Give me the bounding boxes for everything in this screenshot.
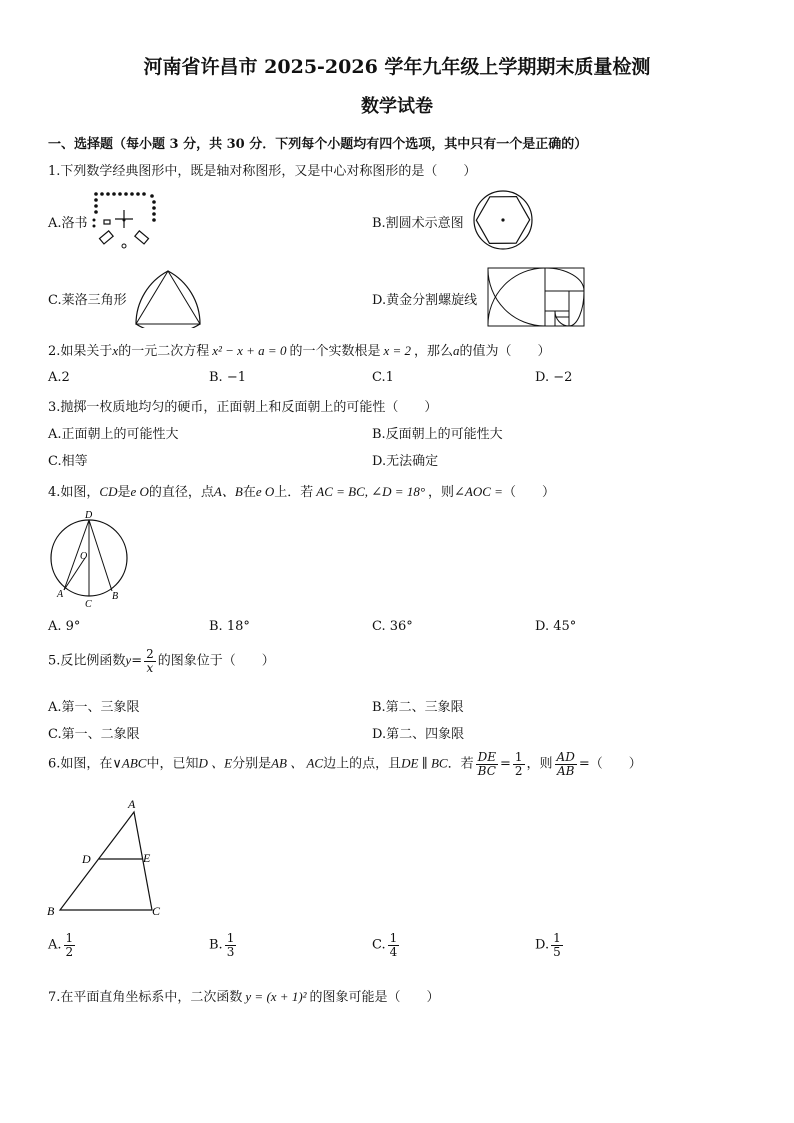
q2-text-4: ，那么: [414, 344, 454, 359]
q5-numerator: 2: [146, 647, 154, 661]
q6-text-3: 分别是: [232, 756, 272, 772]
q2-option-d: D. −2: [535, 370, 573, 385]
q2-text-5: 的值为（ ）: [459, 344, 551, 359]
q4-circle: e O: [130, 484, 149, 499]
q1-option-c: C.莱洛三角形: [48, 293, 127, 308]
q2-option-a: A.2: [48, 370, 70, 385]
q3-option-b: B.反面朝上的可能性大: [372, 427, 503, 442]
question-1-stem: 1.下列数学经典图形中，既是轴对称图形，又是中心对称图形的是（ ）: [48, 164, 477, 179]
q6-text-2: 中，已知: [146, 756, 199, 772]
q4-option-b: B. 18°: [209, 619, 250, 634]
q6-label-e: E: [143, 851, 151, 865]
q5-fraction: [144, 648, 156, 674]
q6-f1-den: BC: [477, 763, 496, 778]
q6-c-prefix: C.: [372, 937, 386, 953]
q6-text-6: ，则: [526, 756, 553, 772]
q2-text-3: 的一个实数根是: [289, 344, 381, 359]
q6-label-d: D: [82, 852, 91, 866]
q6-fraction-3: [555, 751, 577, 777]
q4-text-6: ，则: [428, 485, 455, 500]
q5-option-d: D.第二、四象限: [372, 727, 465, 742]
q4-option-a: A. 9°: [48, 619, 81, 634]
q4-text-2: 是: [117, 485, 131, 500]
question-7-stem: [48, 986, 440, 1005]
q1-option-b: B.割圆术示意图: [372, 216, 464, 231]
q6-option-a: [48, 932, 77, 958]
q6-a-num: 1: [65, 931, 74, 945]
q4-label-c: C: [85, 599, 92, 610]
q5-option-a: A.第一、三象限: [48, 700, 140, 715]
circle-hexagon-figure: [472, 189, 534, 251]
q6-c-den: 4: [389, 944, 398, 959]
q2-option-b: B. −1: [209, 370, 246, 385]
q6-ab-ac: AB 、 AC: [271, 755, 324, 771]
q7-function: y = (x + 1)²: [245, 989, 307, 1004]
q6-a-prefix: A.: [48, 937, 62, 953]
q7-text-2: 的图象可能是（ ）: [309, 990, 440, 1005]
q4-label-a: A: [57, 589, 64, 600]
q1-option-a: A.洛书: [48, 216, 88, 231]
question-6-stem: [48, 751, 642, 777]
page-subtitle: 数学试卷: [361, 96, 433, 117]
q5-option-b: B.第二、三象限: [372, 700, 464, 715]
q6-option-b: [209, 932, 238, 958]
q6-option-c: [372, 932, 401, 958]
q6-f3-num: AD: [556, 750, 575, 764]
reuleaux-triangle-figure: [132, 268, 204, 328]
q6-d-den: 5: [553, 944, 561, 959]
q4-text-1: 4.如图，: [48, 485, 100, 500]
q3-option-c: C.相等: [48, 454, 88, 469]
q4-label-d: D: [85, 510, 93, 521]
q6-d-fraction: [551, 932, 563, 958]
q1-option-d: D.黄金分割螺旋线: [372, 293, 478, 308]
q6-triangle-figure: [44, 796, 174, 920]
q6-option-d: [535, 932, 565, 958]
q5-equals: =: [131, 653, 143, 669]
page-title: 河南省许昌市 2025-2026 学年九年级上学期期末质量检测: [143, 56, 651, 78]
q4-label-o: O: [80, 551, 88, 562]
q6-fraction-2: [513, 751, 525, 777]
q4-cd: CD: [99, 484, 118, 499]
q3-option-d: D.无法确定: [372, 454, 439, 469]
q5-denominator: x: [146, 660, 154, 675]
q6-b-num: 1: [226, 931, 235, 945]
q6-c-fraction: [388, 932, 400, 958]
q6-text-4: 边上的点，且: [323, 756, 402, 772]
q6-text-7: =（ ）: [578, 756, 642, 772]
q6-text-5: ．若: [447, 756, 474, 772]
q6-equals: =: [499, 756, 511, 772]
q6-de: D 、E: [198, 755, 233, 771]
q5-text-2: 的图象位于（ ）: [157, 653, 275, 669]
q5-text-1: 5.反比例函数: [48, 653, 126, 669]
q6-f3-den: AB: [556, 763, 575, 778]
q4-option-d: D. 45°: [535, 619, 577, 634]
luoshu-figure: [90, 190, 162, 252]
q6-c-num: 1: [389, 931, 398, 945]
q2-var-x: x: [112, 343, 119, 358]
question-4-stem: [48, 481, 555, 500]
question-3-stem: 3.抛掷一枚质地均匀的硬币，正面朝上和反面朝上的可能性（ ）: [48, 400, 438, 415]
q6-label-c: C: [152, 904, 161, 918]
q6-d-num: 1: [553, 931, 561, 945]
q6-a-fraction: [64, 932, 76, 958]
q6-parallel: DE ∥ BC: [401, 755, 448, 771]
q5-option-c: C.第一、二象限: [48, 727, 140, 742]
q2-equation: x² − x + a = 0: [212, 343, 287, 358]
q2-option-c: C.1: [372, 370, 394, 385]
q6-b-fraction: [225, 932, 237, 958]
q4-circle-2: e O: [255, 484, 275, 499]
q2-text-2: 的一元二次方程: [118, 344, 210, 359]
q6-label-a: A: [128, 797, 136, 811]
q5-var-y: y: [125, 652, 132, 668]
q6-f2-num: 1: [514, 750, 523, 764]
q6-a-den: 2: [65, 944, 74, 959]
q4-text-5: 上．若: [274, 485, 314, 500]
question-5-stem: [48, 648, 275, 674]
q6-label-b: B: [47, 904, 55, 918]
q4-circle-figure: [44, 508, 134, 610]
q2-text-1: 2.如果关于: [48, 344, 113, 359]
q6-d-prefix: D.: [535, 937, 550, 953]
q6-f2-den: 2: [514, 763, 523, 778]
q6-f1-num: DE: [477, 750, 496, 764]
question-2-stem: [48, 340, 551, 359]
q4-text-3: 的直径，点: [148, 485, 214, 500]
q2-root: x = 2: [383, 343, 412, 358]
q4-text-4: 在: [242, 485, 256, 500]
q4-label-b: B: [112, 591, 119, 602]
q4-condition: AC = BC, ∠D = 18°: [316, 484, 426, 499]
q4-option-c: C. 36°: [372, 619, 413, 634]
golden-spiral-figure: [487, 267, 585, 327]
q6-b-den: 3: [226, 944, 235, 959]
q4-points: A、B: [213, 484, 243, 499]
q4-text-7: （ ）: [502, 485, 555, 500]
section-heading: 一、选择题（每小题 3 分，共 30 分．下列每个小题均有四个选项，其中只有一个是正确的）: [48, 137, 588, 152]
q7-text-1: 7.在平面直角坐标系中，二次函数: [48, 990, 243, 1005]
q6-b-prefix: B.: [209, 937, 223, 953]
q6-triangle: ∨ABC: [112, 755, 147, 771]
q6-text-1: 6.如图，在: [48, 756, 113, 772]
q2-var-a: a: [453, 343, 460, 358]
q3-option-a: A.正面朝上的可能性大: [48, 427, 179, 442]
q6-fraction-1: [476, 751, 498, 777]
q4-ask: ∠AOC =: [454, 484, 503, 499]
